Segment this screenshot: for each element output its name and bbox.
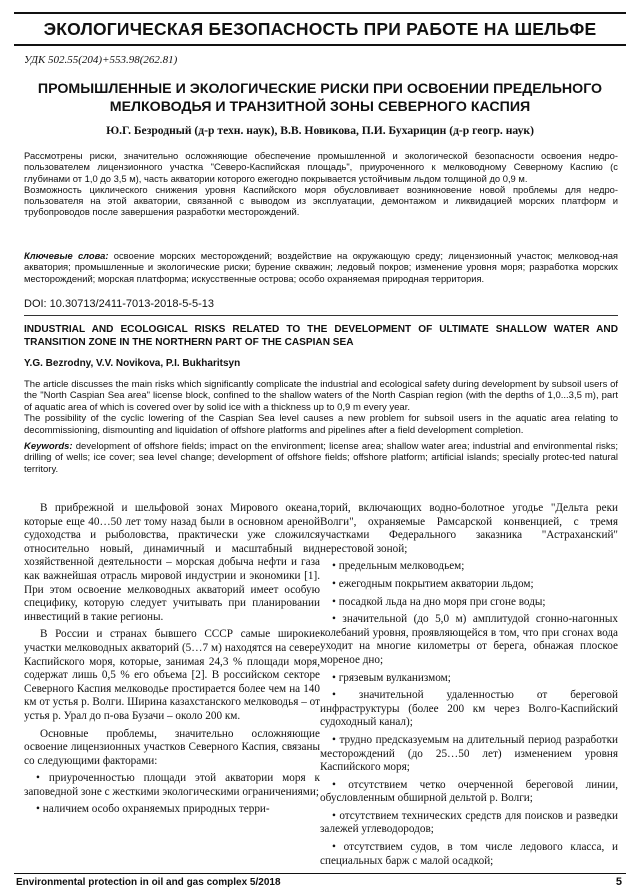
- list-item: • грязевым вулканизмом;: [332, 671, 451, 684]
- list-item: • значительной (до 5,0 м) амплитудой сгонно-нагонных колебаний уровня, проявляющейся в том, что при сгонах вода уходит на многие километры от берега, обнажая плоское мореное дно;: [320, 613, 618, 666]
- list-item: • отсутствием четко очерченной береговой линии, обусловленным обширной дельтой р. Волги;: [320, 778, 618, 805]
- authors-en: Y.G. Bezrodny, V.V. Novikova, P.I. Bukharitsyn: [24, 358, 241, 369]
- list-item: • посадкой льда на дно моря при сгоне воды;: [332, 595, 546, 608]
- doi: DOI: 10.30713/2411-7013-2018-5-5-13: [24, 298, 214, 310]
- body-paragraph: В прибрежной и шельфовой зонах Мирового океана, которые еще 40…50 лет тому назад были в основном ареной судоходства и рыболовства, практически уже сложился относительно новый, динамичный и масштабный вид хозяйственной деятельности – морская добыча нефти и газа как важнейшая отрасль мировой индустрии и экономики [1]. При этом освоение мелководных акваторий имеет особую специфику, которую следует учитывать при планировании инвестиций в такие регионы.: [24, 502, 320, 623]
- keywords-ru-label: Ключевые слова:: [24, 250, 109, 261]
- abstract-ru-paragraph: Возможность циклического снижения уровня Каспийского моря обусловливает возникновение новой проблемы для недро-пользователя на этой акватории, связанной с выводом из эксплуатации, демонтажом и ликвидацией морских платформ и трубопроводов после завершения разработки месторождений.: [24, 183, 618, 218]
- list-item: • предельным мелководьем;: [332, 560, 465, 573]
- keywords-ru-text: освоение морских месторождений; воздействие на окружающую среду; лицензионный участок; мелковод-ная акватория; промышленные и экологические риски; бурение скважин; ледовый покров; изменение уровня моря; разработка морских месторождений; морская платформа; искусственные острова; особо охраняемая природная территория.: [24, 250, 618, 284]
- list-item: • наличием особо охраняемых природных терри-: [36, 803, 270, 816]
- body-paragraph: торий, включающих водно-болотное угодье "Дельта реки Волги", охраняемые Рамсарской конвенцией, с тремя участками Федерального заказника "Астраханский" нерестовой зоной;: [320, 502, 618, 555]
- abstract-en-paragraph: The article discusses the main risks which significantly complicate the industrial and ecological safety during development by subsoil users of the "North Caspian Sea area" license block, confined to the shallow waters of the North Caspian region (with the depths of 1,0...3,5 m), part of aquatic area of which is covered over by solid ice with a thickness up to 0,9 m every year.: [24, 379, 618, 413]
- keywords-en-text: development of offshore fields; impact on the environment; license area; shallow water area; industrial and environmental risks; drilling of wells; ice cover; sea level change; development of offshore fields; offshore platform; artificial islands; specially protec-ted natural territory.: [24, 441, 618, 475]
- authors-ru: Ю.Г. Безродный (д-р техн. наук), В.В. Новикова, П.И. Бухарицин (д-р геогр. наук): [106, 124, 534, 137]
- abstract-ru-paragraph: Рассмотрены риски, значительно осложняющие обеспечение промышленной и экологической безопасности освоения недро-пользователем лицензионного участка "Северо-Каспийская площадь", приуроченного к мелководному Северному Каспию (с глубинами от 1,0 до 3,5 м), часть акватории которого ежегодно покрывается устойчивым льдом толщиной до 0,9 м.: [24, 150, 618, 184]
- abstract-en: [24, 379, 618, 436]
- list-item: • отсутствием судов, в том числе ледового класса, и специальных барж с малой осадкой;: [320, 841, 618, 867]
- list-item: • значительной удаленностью от береговой инфраструктуры (более 200 км через Волго-Каспийский судоходный канал);: [320, 689, 618, 729]
- abstract-ru: [24, 150, 618, 218]
- journal-footer: Environmental protection in oil and gas complex 5/2018: [16, 877, 281, 888]
- list-item: • приуроченностью площади этой акватории моря к заповедной зоне с жесткими экологическими ограничениями;: [24, 772, 320, 798]
- article-title-en: INDUSTRIAL AND ECOLOGICAL RISKS RELATED TO THE DEVELOPMENT OF ULTIMATE SHALLOW WATER AND TRANSITION ZONE IN THE NORTHERN PART OF THE CASPIAN SEA: [24, 324, 618, 348]
- list-item: • ежегодным покрытием акватории льдом;: [332, 577, 534, 590]
- keywords-en-label: Keywords:: [24, 441, 73, 452]
- footer-divider: [14, 873, 626, 874]
- divider: [24, 315, 618, 316]
- udk-code: УДК 502.55(204)+553.98(262.81): [24, 54, 178, 66]
- keywords-en: [24, 441, 618, 475]
- section-title: ЭКОЛОГИЧЕСКАЯ БЕЗОПАСНОСТЬ ПРИ РАБОТЕ НА ШЕЛЬФЕ: [14, 12, 626, 46]
- body-column-left: [24, 502, 320, 821]
- keywords-ru: [24, 250, 618, 284]
- list-item: • трудно предсказуемым на длительный период разработки месторождений (до 25…50 лет) изменением уровня Каспийского моря;: [320, 733, 618, 774]
- abstract-en-paragraph: The possibility of the cyclic lowering of the Caspian Sea level causes a new problem for subsoil users in the aquatic area relating to decommissioning, dismounting and liquidation of offshore platforms and pipelines after a field development completion.: [24, 413, 618, 436]
- body-column-right: [320, 502, 618, 872]
- article-title-ru: ПРОМЫШЛЕННЫЕ И ЭКОЛОГИЧЕСКИЕ РИСКИ ПРИ ОСВОЕНИИ ПРЕДЕЛЬНОГО МЕЛКОВОДЬЯ И ТРАНЗИТНОЙ ЗОНЫ СЕВЕРНОГО КАСПИЯ: [37, 81, 603, 115]
- list-item: • отсутствием технических средств для поисков и разведки залежей углеводородов;: [320, 809, 618, 836]
- body-paragraph: В России и странах бывшего СССР самые широкие участки мелководных акваторий (5…7 м) находятся на севере Каспийского моря, которые, занимая 24,3 % площади моря, содержат лишь 0,5 % его объема [2]. В российском секторе Северного Каспия мелководье простирается более чем на 140 км от устья р. Волги. Ширина казахстанского мелководья – от устья р. Урал до п-ова Бузачи – около 200 км.: [24, 628, 320, 722]
- body-paragraph: Основные проблемы, значительно осложняющие освоение лицензионных участков Северного Каспия, связаны со следующими факторами:: [24, 727, 320, 767]
- page-number: 5: [615, 876, 622, 888]
